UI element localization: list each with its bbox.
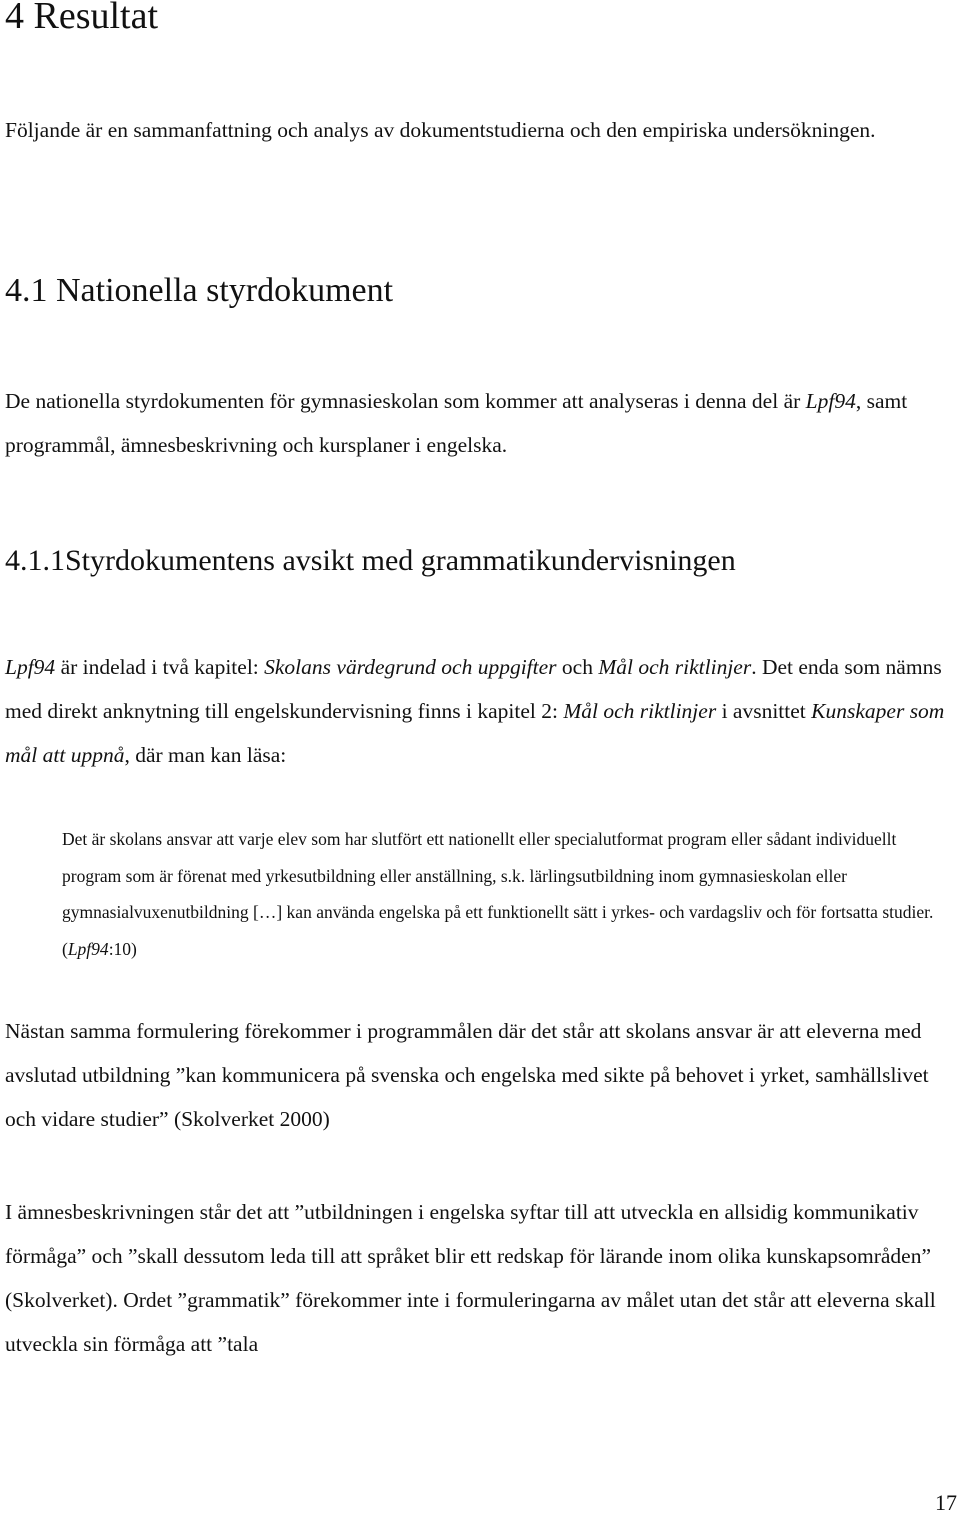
text-span: i avsnittet — [716, 699, 812, 723]
subsection-heading: 4.1.1Styrdokumentens avsikt med grammatikundervisningen — [5, 544, 736, 577]
text-span: och — [556, 655, 599, 679]
subsection-paragraph — [5, 645, 950, 777]
chapter-heading: 4 Resultat — [5, 0, 159, 37]
intro-paragraph: Följande är en sammanfattning och analys av dokumentstudierna och den empiriska undersökningen. — [5, 118, 876, 142]
block-quote — [62, 821, 957, 967]
section-title: Kunskaper som mål att uppnå — [5, 699, 945, 767]
text-span: är indelad i två kapitel: — [55, 655, 265, 679]
chapter-title: Mål och riktlinjer — [598, 655, 752, 679]
lpf-reference: Lpf94 — [67, 938, 109, 959]
lpf-reference: Lpf94 — [5, 655, 56, 679]
section-paragraph — [5, 379, 950, 467]
chapter-title: Mål och riktlinjer — [563, 699, 717, 723]
lpf-reference: Lpf94 — [805, 389, 856, 413]
text-span: , där man kan läsa: — [124, 743, 287, 767]
subject-description-paragraph: I ämnesbeskrivningen står det att ”utbildningen i engelska syftar till att utveckla en allsidig kommunikativ förmåga” och ”skall dessutom leda till att språket blir ett redskap för lärande inom olika kunskapsområden” (Skolverket). Ordet ”grammatik” förekommer inte i formuleringarna av målet utan det står att eleverna skall utveckla sin förmåga att ”tala — [5, 1200, 936, 1356]
chapter-title: Skolans värdegrund och uppgifter — [264, 655, 557, 679]
section-heading: 4.1 Nationella styrdokument — [5, 272, 394, 309]
text-span: De nationella styrdokumenten för gymnasieskolan som kommer att analyseras i denna del är — [5, 389, 806, 413]
quote-citation: :10) — [108, 938, 137, 959]
text-span: . Det enda som nämns med direkt anknytning till engelskundervisning finns i kapitel 2: — [5, 655, 942, 723]
quote-text: Det är skolans ansvar att varje elev som har slutfört ett nationellt eller specialutformat program eller sådant individuellt program som är förenat med yrkesutbildning eller anställning, s.k. lärlingsutbildning inom gymnasieskolan eller gymnasialvuxenutbildning […] kan använda engelska på ett funktionellt sätt i yrkes- och vardagsliv och för fortsatta studier. ( — [62, 829, 934, 959]
page-number: 17 — [935, 1490, 957, 1515]
programme-goals-paragraph: Nästan samma formulering förekommer i programmålen där det står att skolans ansvar är att eleverna med avslutad utbildning ”kan kommunicera på svenska och engelska med sikte på behovet i yrket, samhällslivet och vidare studier” (Skolverket 2000) — [5, 1019, 929, 1131]
text-span: , samt programmål, ämnesbeskrivning och kursplaner i engelska. — [5, 389, 908, 457]
